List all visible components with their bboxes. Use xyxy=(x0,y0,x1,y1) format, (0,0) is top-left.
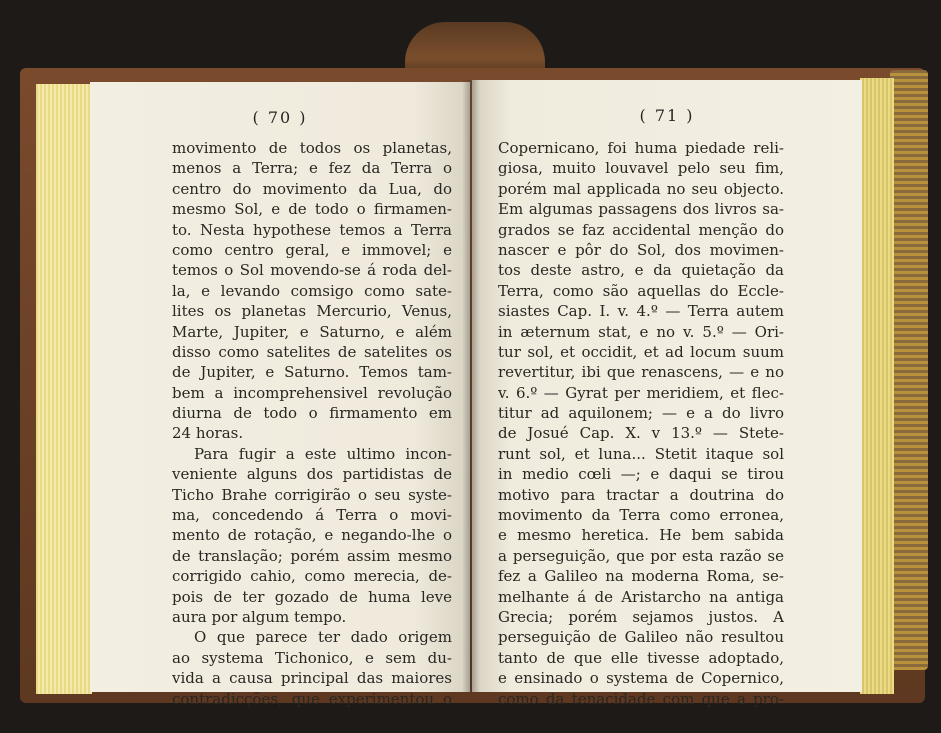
text-line: ma, concedendo á Terra o movi- xyxy=(172,506,452,525)
text-line: Grecia; porém sejamos justos. A xyxy=(498,607,784,626)
text-line: aura por algum tempo. xyxy=(172,607,347,626)
text-line: centro do movimento da Lua, do xyxy=(172,179,452,198)
left-page xyxy=(90,82,470,708)
text-line: de translação; porém assim mesmo xyxy=(172,546,452,565)
text-line: bem a incomprehensivel revolução xyxy=(172,383,452,402)
right-page xyxy=(472,80,862,708)
text-line: menos a Terra; e fez da Terra o xyxy=(172,159,452,178)
text-line: disso como satelites de satelites os xyxy=(172,342,452,361)
text-line: contradicções, que experimentou o xyxy=(172,689,452,708)
text-line: la, e levando comsigo como sate- xyxy=(172,281,452,300)
text-line: Ticho Brahe corrigirão o seu syste- xyxy=(172,485,452,504)
text-line: titur ad aquilonem; — e a do livro xyxy=(498,404,784,423)
text-line: veniente alguns dos partidistas de xyxy=(172,465,452,484)
text-line: movimento da Terra como erronea, xyxy=(498,506,784,525)
text-line: de Jupiter, e Saturno. Temos tam- xyxy=(172,363,452,382)
text-line: movimento de todos os planetas, xyxy=(172,139,452,157)
text-line: grados se faz accidental menção do xyxy=(498,220,784,239)
text-line: temos o Sol movendo-se á roda del- xyxy=(172,261,452,280)
text-line: de Josué Cap. X. v 13.º — Stete- xyxy=(498,424,784,443)
text-line: mesmo Sol, e de todo o firmamen- xyxy=(172,200,452,219)
text-line: to. Nesta hypothese temos a Terra xyxy=(172,220,452,239)
book-gutter xyxy=(462,80,480,692)
text-line: melhante á de Aristarcho na antiga xyxy=(498,587,784,606)
text-line: corrigido cahio, como merecia, de- xyxy=(172,567,452,586)
text-line: revertitur, ibi que renascens, — e no xyxy=(498,363,784,382)
text-line: Para fugir a este ultimo incon- xyxy=(194,444,452,463)
text-line: Copernicano, foi huma piedade reli- xyxy=(498,139,784,157)
page-edges-left xyxy=(36,84,92,694)
text-block xyxy=(498,138,784,709)
text-line: siastes Cap. I. v. 4.º — Terra autem xyxy=(498,302,784,321)
text-line: fez a Galileo na moderna Roma, se- xyxy=(498,567,784,586)
cover-edge xyxy=(890,70,928,670)
text-line: ao systema Tichonico, e sem du- xyxy=(172,648,452,667)
text-line: e ensinado o systema de Copernico, xyxy=(498,669,784,688)
text-line: v. 6.º — Gyrat per meridiem, et flec- xyxy=(498,383,784,402)
text-line: in æternum stat, e no v. 5.º — Ori- xyxy=(498,322,784,341)
text-line: Marte, Jupiter, e Saturno, e além xyxy=(172,322,452,341)
text-line: como da tenacidade com que a pro- xyxy=(498,689,784,708)
text-line: lites os planetas Mercurio, Venus, xyxy=(172,302,452,321)
text-block xyxy=(172,138,452,709)
page-number: ( 70 ) xyxy=(252,108,308,127)
text-line: vida a causa principal das maiores xyxy=(172,669,452,688)
text-line: runt sol, et luna... Stetit itaque sol xyxy=(498,444,784,463)
text-line: porém mal applicada no seu objecto. xyxy=(498,179,784,198)
text-line: tos deste astro, e da quietação da xyxy=(498,261,784,280)
text-line: como centro geral, e immovel; e xyxy=(172,240,452,259)
text-line: O que parece ter dado origem xyxy=(194,628,452,647)
text-line: e mesmo heretica. He bem sabida xyxy=(498,526,784,545)
page-edges-right xyxy=(860,78,894,694)
text-line: tanto de que elle tivesse adoptado, xyxy=(498,648,784,667)
text-line: Em algumas passagens dos livros sa- xyxy=(498,200,784,219)
text-line: mento de rotação, e negando-lhe o xyxy=(172,526,452,545)
text-line: Terra, como são aquellas do Eccle- xyxy=(498,281,784,300)
text-line: a perseguição, que por esta razão se xyxy=(498,546,784,565)
text-line: perseguição de Galileo não resultou xyxy=(498,628,784,647)
text-line: diurna de todo o firmamento em xyxy=(172,404,452,423)
text-line: motivo para tractar a doutrina do xyxy=(498,485,784,504)
text-line: nascer e pôr do Sol, dos movimen- xyxy=(498,240,784,259)
text-line: tur sol, et occidit, et ad locum suum xyxy=(498,342,784,361)
text-line: pois de ter gozado de huma leve xyxy=(172,587,452,606)
text-line: giosa, muito louvavel pelo seu fim, xyxy=(498,159,784,178)
text-line: in medio cœli —; e daqui se tirou xyxy=(498,465,784,484)
text-line: 24 horas. xyxy=(172,424,244,443)
page-number: ( 71 ) xyxy=(639,106,695,125)
